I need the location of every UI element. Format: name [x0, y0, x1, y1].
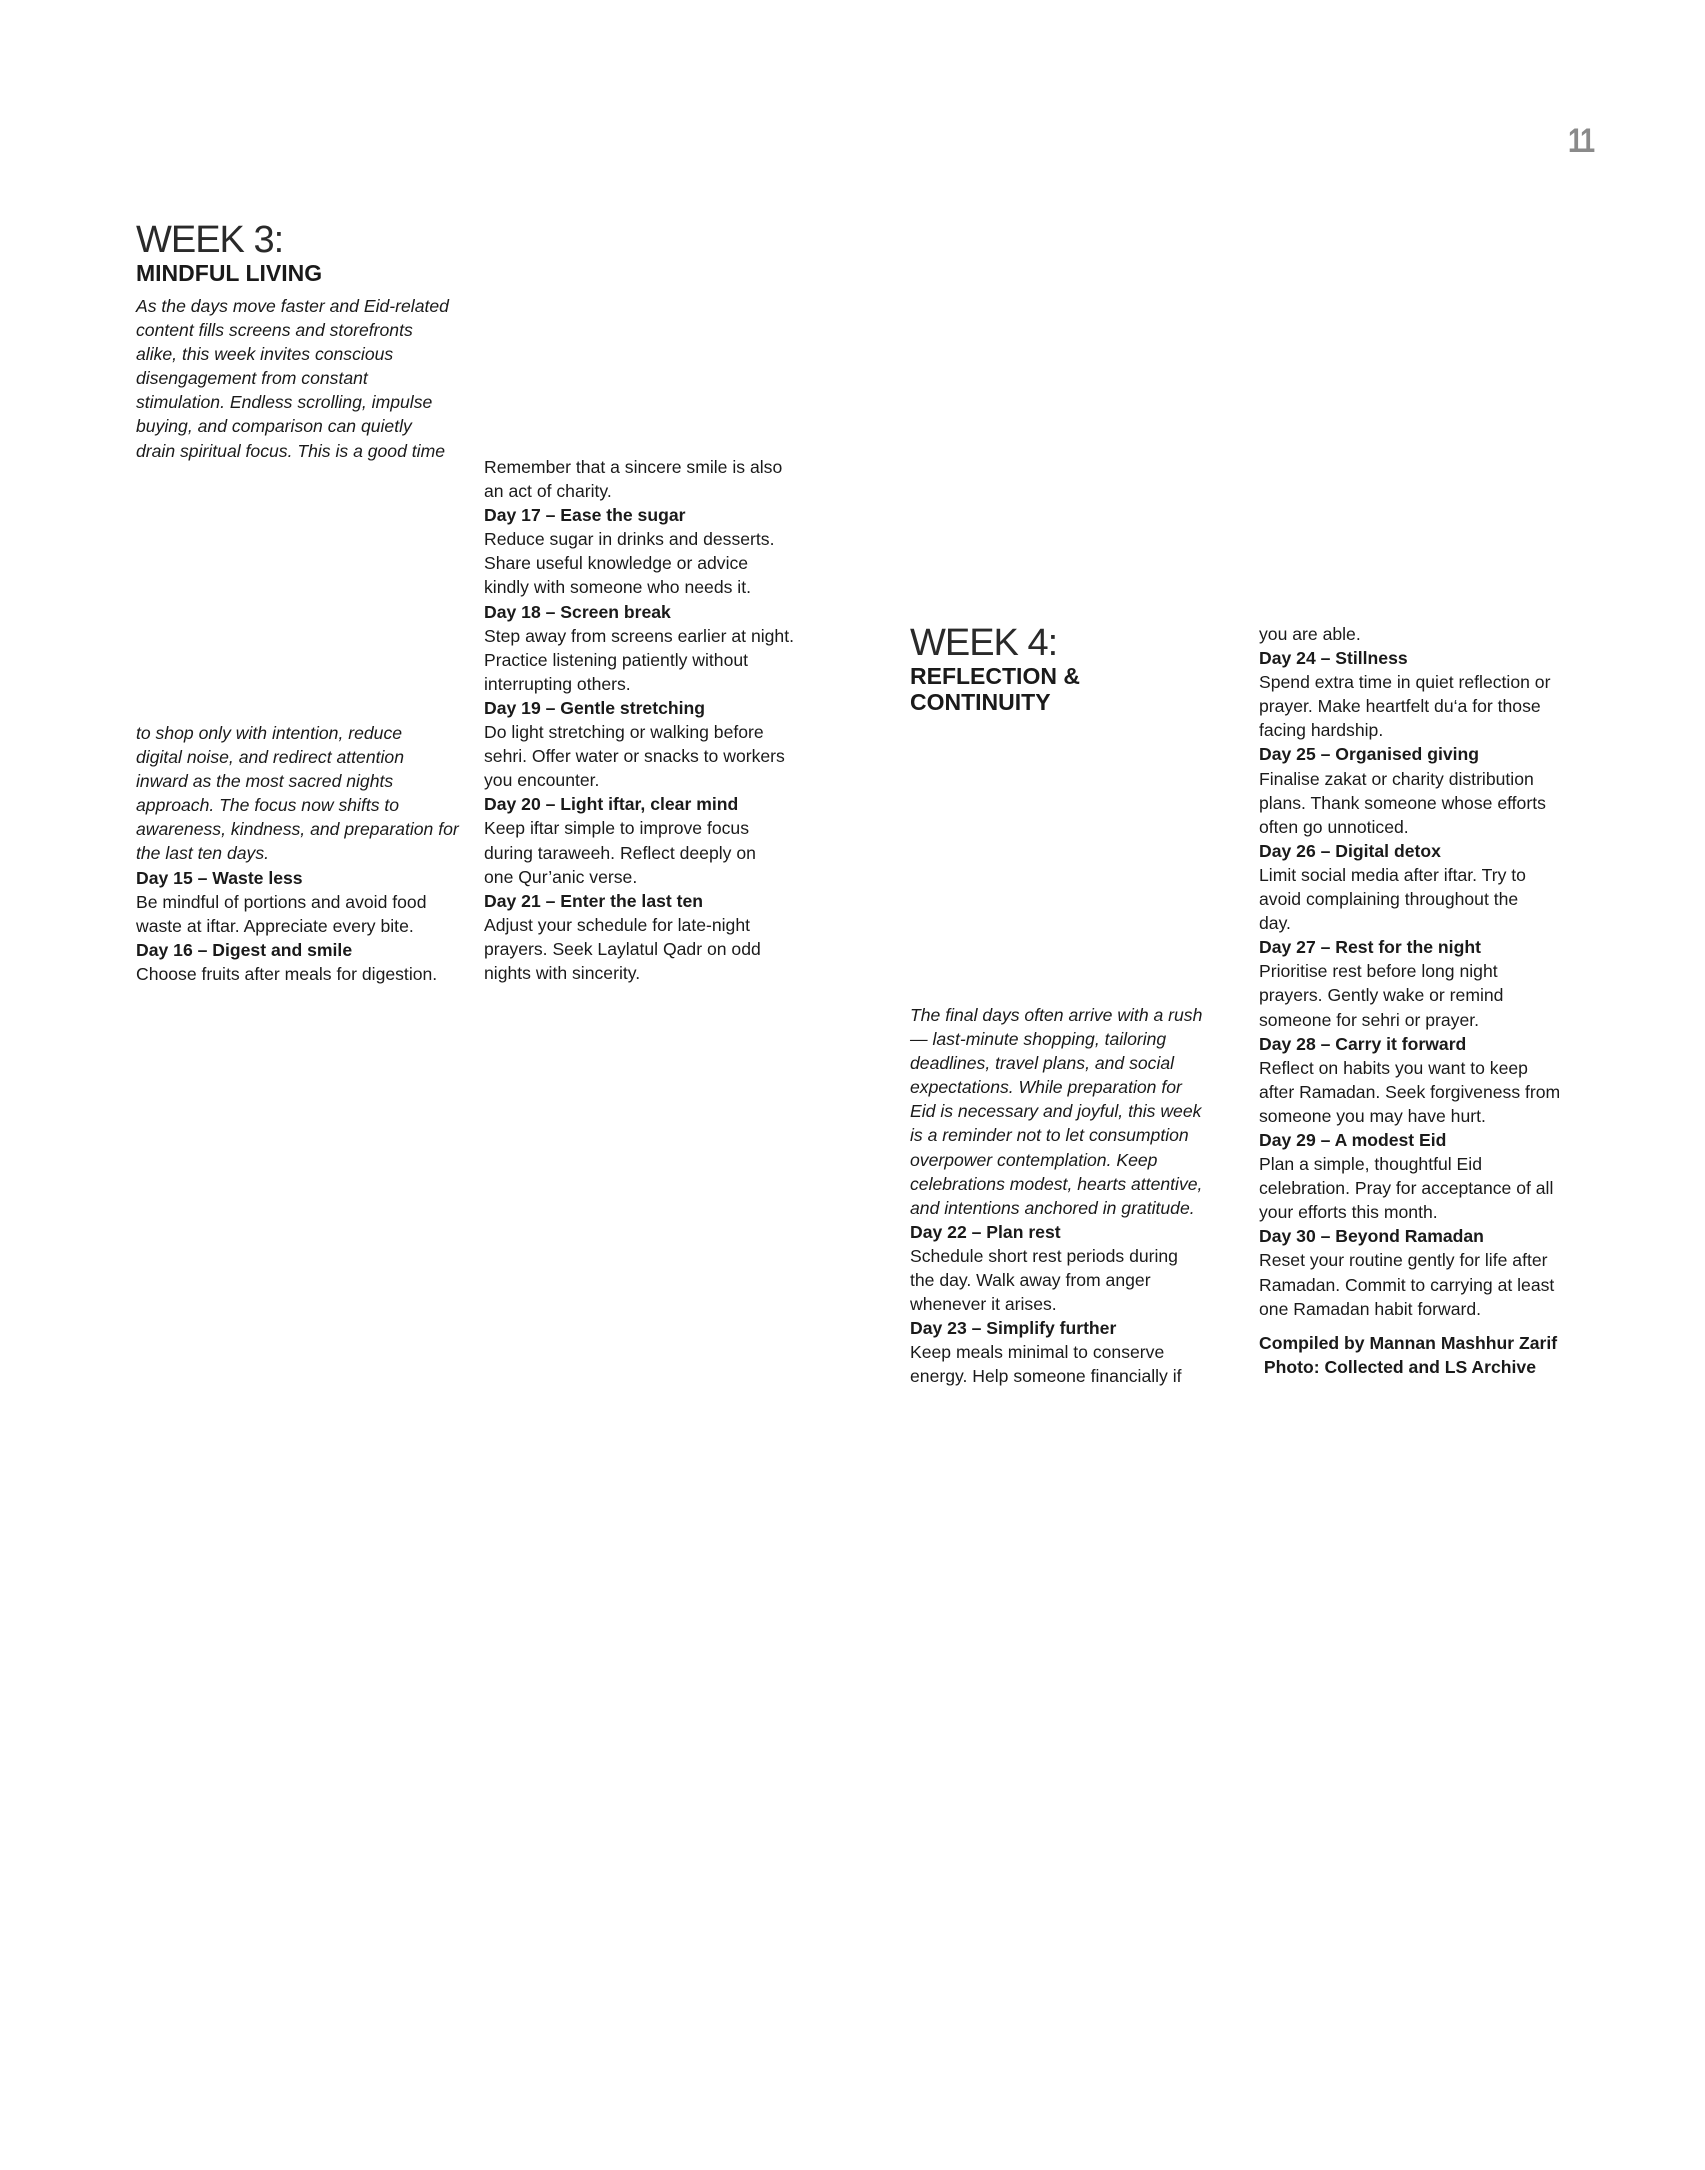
day-heading: Day 30 – Beyond Ramadan: [1259, 1226, 1484, 1247]
day-heading: Day 19 – Gentle stretching: [484, 697, 705, 718]
day-text: Prioritise rest before long night: [1259, 961, 1498, 982]
photo-credit: Photo: Collected and LS Archive: [1259, 1356, 1536, 1377]
day-heading: Day 23 – Simplify further: [910, 1318, 1117, 1339]
intro-line: alike, this week invites conscious: [136, 344, 394, 365]
intro-line: deadlines, travel plans, and social: [910, 1053, 1175, 1074]
day-heading: Day 24 – Stillness: [1259, 648, 1408, 669]
intro-line: celebrations modest, hearts attentive,: [910, 1173, 1203, 1194]
day-text: energy. Help someone financially if: [910, 1366, 1182, 1387]
day-text: nights with sincerity.: [484, 962, 641, 983]
week4-intro: [910, 1003, 1250, 1220]
day-heading: Day 28 – Carry it forward: [1259, 1033, 1467, 1054]
intro-line: inward as the most sacred nights: [136, 771, 394, 792]
day-text: Adjust your schedule for late-night: [484, 914, 751, 935]
day-text: Choose fruits after meals for digestion.: [136, 963, 438, 984]
week3-intro-part2: [136, 721, 471, 866]
day-text: often go unnoticed.: [1259, 816, 1409, 837]
day-text: someone you may have hurt.: [1259, 1105, 1486, 1126]
day-heading: Day 20 – Light iftar, clear mind: [484, 794, 739, 815]
day-text: Schedule short rest periods during: [910, 1245, 1178, 1266]
day-text: Keep meals minimal to conserve: [910, 1342, 1165, 1363]
day-heading: Day 22 – Plan rest: [910, 1221, 1061, 1242]
day-text: your efforts this month.: [1259, 1202, 1438, 1223]
day-text: Reset your routine gently for life after: [1259, 1250, 1548, 1271]
day-text: after Ramadan. Seek forgiveness from: [1259, 1081, 1561, 1102]
page-number: 11: [1568, 122, 1594, 160]
week3-second-column: [484, 455, 824, 985]
day-text: Do light stretching or walking before: [484, 722, 764, 743]
day-text: plans. Thank someone whose efforts: [1259, 792, 1546, 813]
intro-line: The final days often arrive with a rush: [910, 1005, 1203, 1025]
intro-line: expectations. While preparation for: [910, 1077, 1182, 1098]
day-text: someone for sehri or prayer.: [1259, 1009, 1480, 1030]
day-text: day.: [1259, 913, 1291, 934]
day-heading: Day 26 – Digital detox: [1259, 840, 1441, 861]
day-text: one Ramadan habit forward.: [1259, 1298, 1482, 1319]
day-text: you encounter.: [484, 770, 600, 791]
day-heading: Day 27 – Rest for the night: [1259, 937, 1481, 958]
intro-line: to shop only with intention, reduce: [136, 723, 403, 743]
day-text: interrupting others.: [484, 673, 631, 694]
day-text: whenever it arises.: [910, 1294, 1057, 1315]
day-text: prayers. Seek Laylatul Qadr on odd: [484, 938, 761, 959]
intro-line: As the days move faster and Eid-related: [136, 296, 449, 316]
day-text: celebration. Pray for acceptance of all: [1259, 1178, 1554, 1199]
intro-line: digital noise, and redirect attention: [136, 747, 404, 768]
day-heading: Day 17 – Ease the sugar: [484, 505, 686, 526]
day-heading: Day 15 – Waste less: [136, 867, 303, 888]
day-text: Spend extra time in quiet reflection or: [1259, 672, 1551, 693]
day-heading: Day 25 – Organised giving: [1259, 744, 1479, 765]
day-text: prayer. Make heartfelt du‘a for those: [1259, 696, 1541, 717]
day-text: the day. Walk away from anger: [910, 1270, 1151, 1291]
day-text: Keep iftar simple to improve focus: [484, 818, 749, 839]
day-text: Plan a simple, thoughtful Eid: [1259, 1154, 1482, 1175]
intro-line: and intentions anchored in gratitude.: [910, 1197, 1195, 1218]
intro-line: Eid is necessary and joyful, this week: [910, 1101, 1202, 1122]
week3-subtitle: MINDFUL LIVING: [136, 260, 323, 286]
day-text: waste at iftar. Appreciate every bite.: [136, 915, 414, 936]
week3-column-continued: [136, 721, 471, 986]
day-text: Remember that a sincere smile is also: [484, 457, 783, 477]
week4-subtitle-line2: CONTINUITY: [910, 689, 1051, 715]
day-text: Ramadan. Commit to carrying at least: [1259, 1274, 1555, 1295]
week4-header-column: [910, 623, 1230, 715]
day-text: Limit social media after iftar. Try to: [1259, 864, 1526, 885]
intro-line: is a reminder not to let consumption: [910, 1125, 1189, 1146]
day-text: Be mindful of portions and avoid food: [136, 891, 427, 912]
intro-line: disengagement from constant: [136, 368, 368, 389]
intro-line: content fills screens and storefronts: [136, 320, 413, 341]
day-text: prayers. Gently wake or remind: [1259, 985, 1504, 1006]
day-text: avoid complaining throughout the: [1259, 889, 1519, 910]
credits: [1259, 1331, 1599, 1379]
day-text: Share useful knowledge or advice: [484, 553, 749, 574]
week4-first-column: [910, 1003, 1250, 1389]
day-heading: Day 18 – Screen break: [484, 601, 671, 622]
day-text: an act of charity.: [484, 481, 612, 502]
day-heading: Day 16 – Digest and smile: [136, 939, 353, 960]
day-text: you are able.: [1259, 624, 1361, 644]
week3-intro-part1: [136, 294, 466, 463]
intro-line: buying, and comparison can quietly: [136, 416, 412, 437]
compiled-by: Compiled by Mannan Mashhur Zarif: [1259, 1332, 1558, 1353]
intro-line: overpower contemplation. Keep: [910, 1149, 1158, 1170]
day-text: Step away from screens earlier at night.: [484, 625, 794, 646]
intro-line: awareness, kindness, and preparation for: [136, 819, 459, 840]
intro-line: drain spiritual focus. This is a good time: [136, 440, 446, 461]
week3-header-column: [136, 220, 466, 463]
day-text: Reflect on habits you want to keep: [1259, 1057, 1528, 1078]
intro-line: approach. The focus now shifts to: [136, 795, 400, 816]
day-text: kindly with someone who needs it.: [484, 577, 751, 598]
week4-title: WEEK 4:: [910, 622, 1058, 664]
day-text: sehri. Offer water or snacks to workers: [484, 746, 785, 767]
week4-subtitle-line1: REFLECTION &: [910, 663, 1080, 689]
week3-title: WEEK 3:: [136, 219, 284, 261]
intro-line: the last ten days.: [136, 843, 270, 864]
day-heading: Day 29 – A modest Eid: [1259, 1129, 1447, 1150]
day-text: facing hardship.: [1259, 720, 1384, 741]
day-text: one Qur’anic verse.: [484, 866, 638, 887]
day-heading: Day 21 – Enter the last ten: [484, 890, 704, 911]
day-text: Practice listening patiently without: [484, 649, 749, 670]
day-text: during taraweeh. Reflect deeply on: [484, 842, 756, 863]
intro-line: — last-minute shopping, tailoring: [910, 1029, 1167, 1050]
intro-line: stimulation. Endless scrolling, impulse: [136, 392, 433, 413]
week4-second-column: [1259, 622, 1599, 1379]
day-text: Finalise zakat or charity distribution: [1259, 768, 1534, 789]
day-text: Reduce sugar in drinks and desserts.: [484, 529, 775, 550]
